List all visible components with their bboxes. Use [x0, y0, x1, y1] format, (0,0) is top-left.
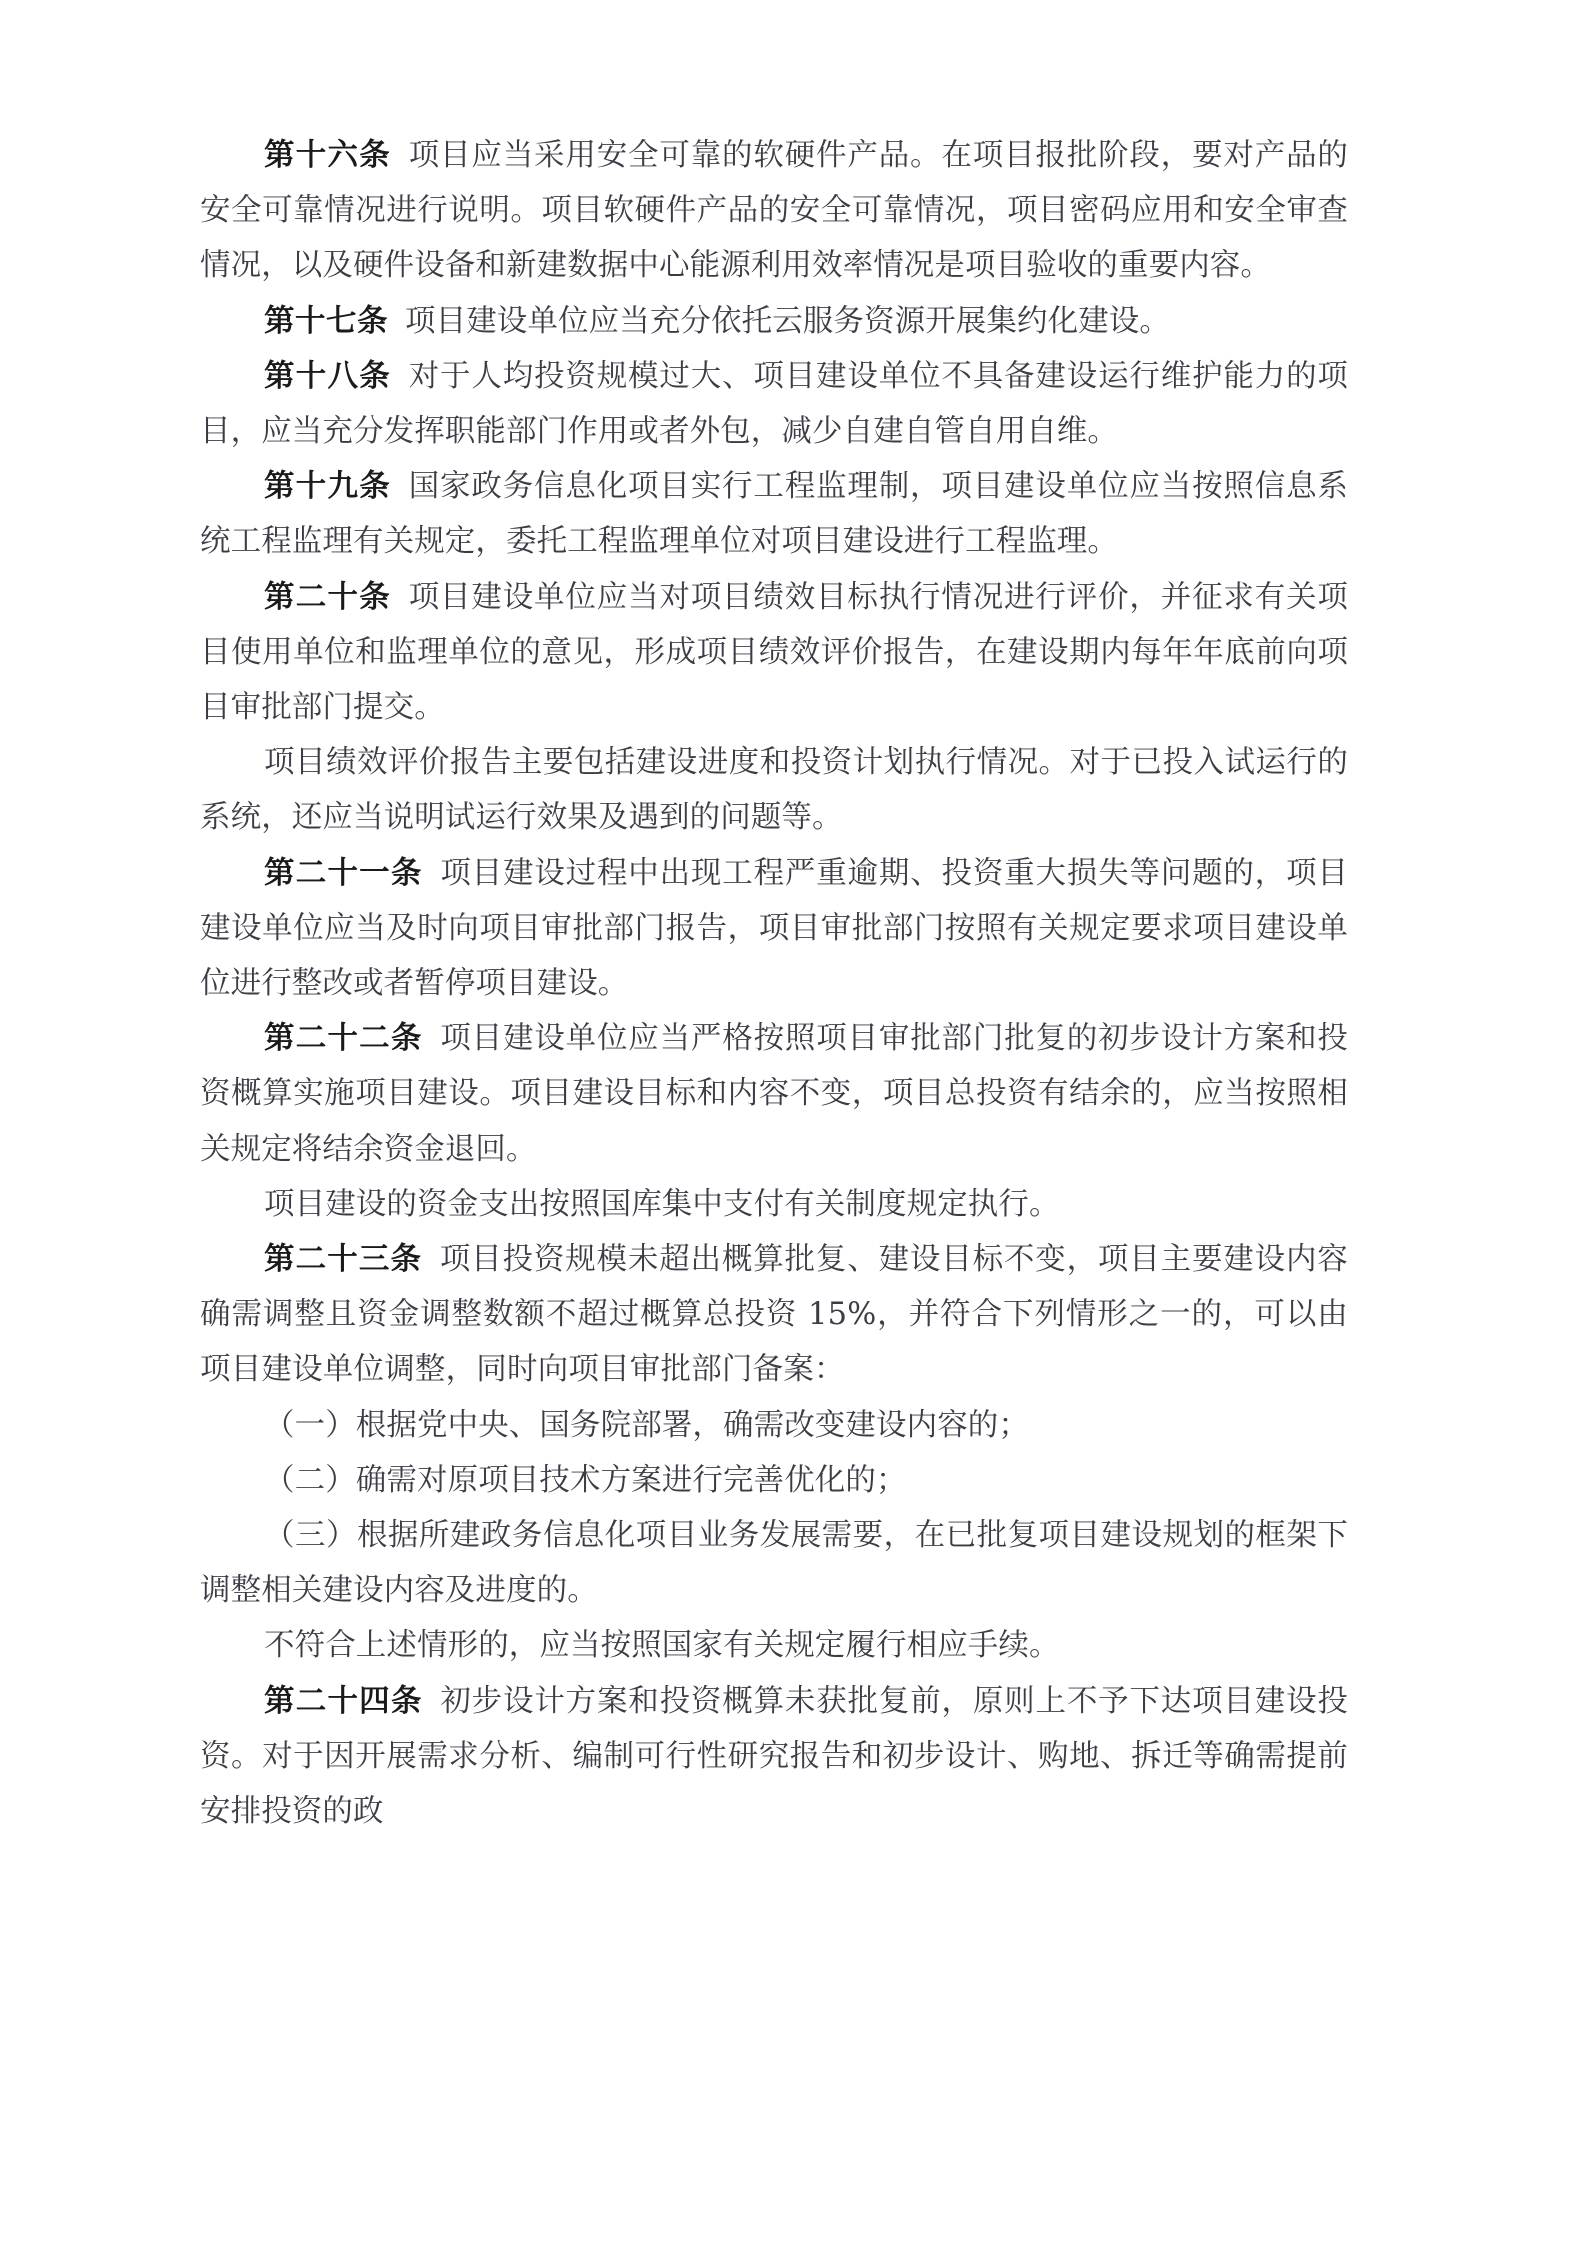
paragraph-article-20-continued: [200, 735, 1348, 845]
article-text-16: 项目应当采用安全可靠的软硬件产品。在项目报批阶段，要对产品的安全可靠情况进行说明。项目软硬件产品的安全可靠情况，项目密码应用和安全审查情况，以及硬件设备和新建数据中心能源利用效率情况是项目验收的重要内容。: [200, 138, 1349, 284]
paragraph-article-22-continued: [200, 1177, 1348, 1232]
paragraph-article-23-item-1: [200, 1398, 1348, 1453]
article-label-20: 第二十条: [264, 578, 391, 615]
article-23-closing-text: 不符合上述情形的，应当按照国家有关规定履行相应手续。: [264, 1628, 1060, 1664]
article-text-21: 项目建设过程中出现工程严重逾期、投资重大损失等问题的，项目建设单位应当及时向项目审批部门报告，项目审批部门按照有关规定要求项目建设单位进行整改或者暂停项目建设。: [200, 855, 1348, 1002]
paragraph-article-19: [200, 459, 1348, 569]
article-text-24: 初步设计方案和投资概算未获批复前，原则上不予下达项目建设投资。对于因开展需求分析、编制可行性研究报告和初步设计、购地、拆迁等确需提前安排投资的政: [200, 1683, 1348, 1830]
article-label-16: 第十六条: [264, 137, 391, 173]
article-23-item-2-text: （二）确需对原项目技术方案进行完善优化的；: [264, 1462, 907, 1498]
paragraph-article-24: [200, 1674, 1348, 1840]
article-label-18: 第十八条: [264, 357, 391, 394]
paragraph-article-18: [200, 349, 1348, 459]
paragraph-article-23: [200, 1232, 1348, 1398]
article-label-21: 第二十一条: [264, 854, 423, 891]
article-text-18: 对于人均投资规模过大、项目建设单位不具备建设运行维护能力的项目，应当充分发挥职能部门作用或者外包，减少自建自管自用自维。: [200, 358, 1349, 450]
article-label-24: 第二十四条: [264, 1682, 423, 1719]
article-label-19: 第十九条: [264, 468, 391, 505]
article-23-item-3-text: （三）根据所建政务信息化项目业务发展需要，在已批复项目建设规划的框架下调整相关建设内容及进度的。: [200, 1518, 1348, 1609]
article-label-22: 第二十二条: [264, 1020, 423, 1057]
article-text-23: 项目投资规模未超出概算批复、建设目标不变，项目主要建设内容确需调整且资金调整数额不超过概算总投资 15%，并符合下列情形之一的，可以由项目建设单位调整，同时向项目审批部门备案：: [200, 1242, 1348, 1388]
article-label-23: 第二十三条: [264, 1241, 423, 1278]
paragraph-article-16: [200, 128, 1348, 294]
article-23-item-1-text: （一）根据党中央、国务院部署，确需改变建设内容的；: [264, 1407, 1029, 1443]
article-label-17: 第十七条: [264, 302, 388, 339]
paragraph-article-20: [200, 570, 1348, 736]
article-text-17: 项目建设单位应当充分依托云服务资源开展集约化建设。: [405, 303, 1170, 339]
paragraph-article-23-closing: [200, 1618, 1348, 1673]
paragraph-article-22: [200, 1011, 1348, 1177]
article-text-22-continued: 项目建设的资金支出按照国库集中支付有关制度规定执行。: [264, 1186, 1060, 1222]
paragraph-article-23-item-2: [200, 1453, 1348, 1508]
article-text-20-continued: 项目绩效评价报告主要包括建设进度和投资计划执行情况。对于已投入试运行的系统，还应当说明试运行效果及遇到的问题等。: [200, 745, 1348, 836]
article-text-20: 项目建设单位应当对项目绩效目标执行情况进行评价，并征求有关项目使用单位和监理单位的意见，形成项目绩效评价报告，在建设期内每年年底前向项目审批部门提交。: [200, 579, 1349, 726]
paragraph-article-23-item-3: [200, 1508, 1348, 1618]
paragraph-article-21: [200, 846, 1348, 1012]
article-text-22: 项目建设单位应当严格按照项目审批部门批复的初步设计方案和投资概算实施项目建设。项目建设目标和内容不变，项目总投资有结余的，应当按照相关规定将结余资金退回。: [200, 1021, 1348, 1167]
article-text-19: 国家政务信息化项目实行工程监理制，项目建设单位应当按照信息系统工程监理有关规定，委托工程监理单位对项目建设进行工程监理。: [200, 469, 1349, 560]
paragraph-article-17: [200, 294, 1348, 349]
document-body: [200, 128, 1348, 1839]
